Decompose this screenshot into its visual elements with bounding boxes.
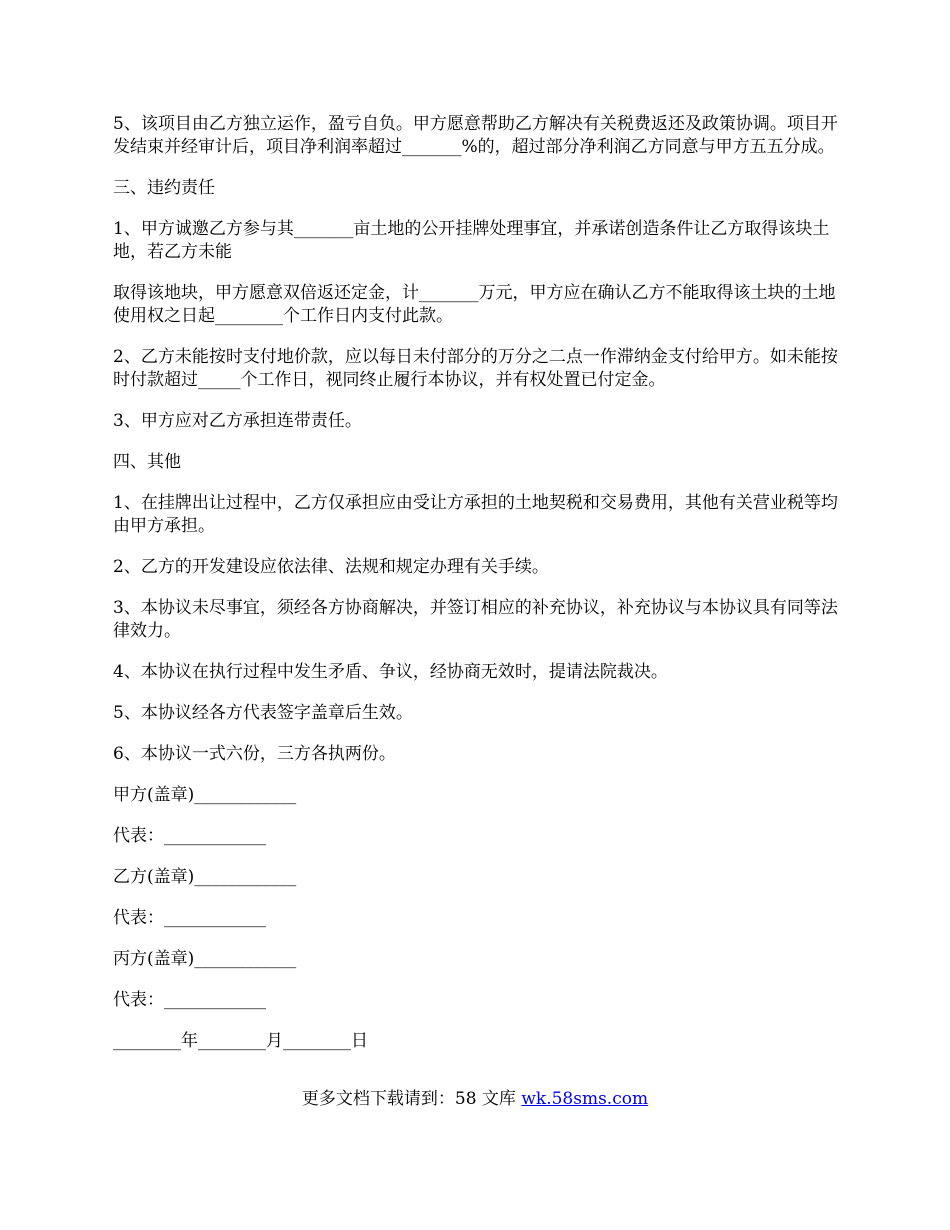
paragraph-item-5-operation: 5、该项目由乙方独立运作，盈亏自负。甲方愿意帮助乙方解决有关税费返还及政策协调。项目开发结束并经审计后，项目净利润率超过_______%的，超过部分净利润乙方同意与甲方五五分成。	[113, 114, 838, 157]
signature-party-c-rep: 代表：____________	[113, 990, 266, 1010]
paragraph-other-4: 4、本协议在执行过程中发生矛盾、争议，经协商无效时，提请法院裁决。	[113, 662, 668, 682]
paragraph-breach-1-cont: 取得该地块，甲方愿意双倍返还定金，计_______万元，甲方应在确认乙方不能取得该土块的土地使用权之日起________个工作日内支付此款。	[113, 283, 836, 326]
signature-party-b-rep: 代表：____________	[113, 908, 266, 928]
footer-link[interactable]: wk.58sms.com	[521, 1089, 649, 1109]
paragraph-breach-3: 3、甲方应对乙方承担连带责任。	[113, 411, 362, 431]
signature-party-a-rep: 代表：____________	[113, 826, 266, 846]
paragraph-breach-2: 2、乙方未能按时支付地价款，应以每日未付部分的万分之二点一作滞纳金支付给甲方。如未能按时付款超过_____个工作日，视同终止履行本协议，并有权处置已付定金。	[113, 347, 838, 390]
paragraph-other-2: 2、乙方的开发建设应依法律、法规和规定办理有关手续。	[113, 557, 549, 577]
paragraph-other-6: 6、本协议一式六份，三方各执两份。	[113, 744, 396, 764]
paragraph-other-3: 3、本协议未尽事宜，须经各方协商解决，并签订相应的补充协议，补充协议与本协议具有同等法律效力。	[113, 598, 838, 641]
section-heading-other: 四、其他	[113, 452, 181, 472]
download-footer	[0, 1088, 950, 1111]
paragraph-breach-1: 1、甲方诚邀乙方参与其_______亩土地的公开挂牌处理事宜，并承诺创造条件让乙方取得该块土地，若乙方未能	[113, 219, 830, 262]
paragraph-other-1: 1、在挂牌出让过程中，乙方仅承担应由受让方承担的土地契税和交易费用，其他有关营业税等均由甲方承担。	[113, 493, 838, 536]
signature-party-a: 甲方(盖章)____________	[113, 785, 297, 805]
paragraph-other-5: 5、本协议经各方代表签字盖章后生效。	[113, 703, 413, 723]
document-body	[113, 113, 843, 1071]
signature-party-c: 丙方(盖章)____________	[113, 949, 297, 969]
signature-party-b: 乙方(盖章)____________	[113, 867, 297, 887]
footer-prefix-text: 更多文档下载请到：58 文库	[301, 1089, 522, 1109]
section-heading-breach: 三、违约责任	[113, 178, 215, 198]
signature-date: ________年________月________日	[113, 1031, 368, 1051]
